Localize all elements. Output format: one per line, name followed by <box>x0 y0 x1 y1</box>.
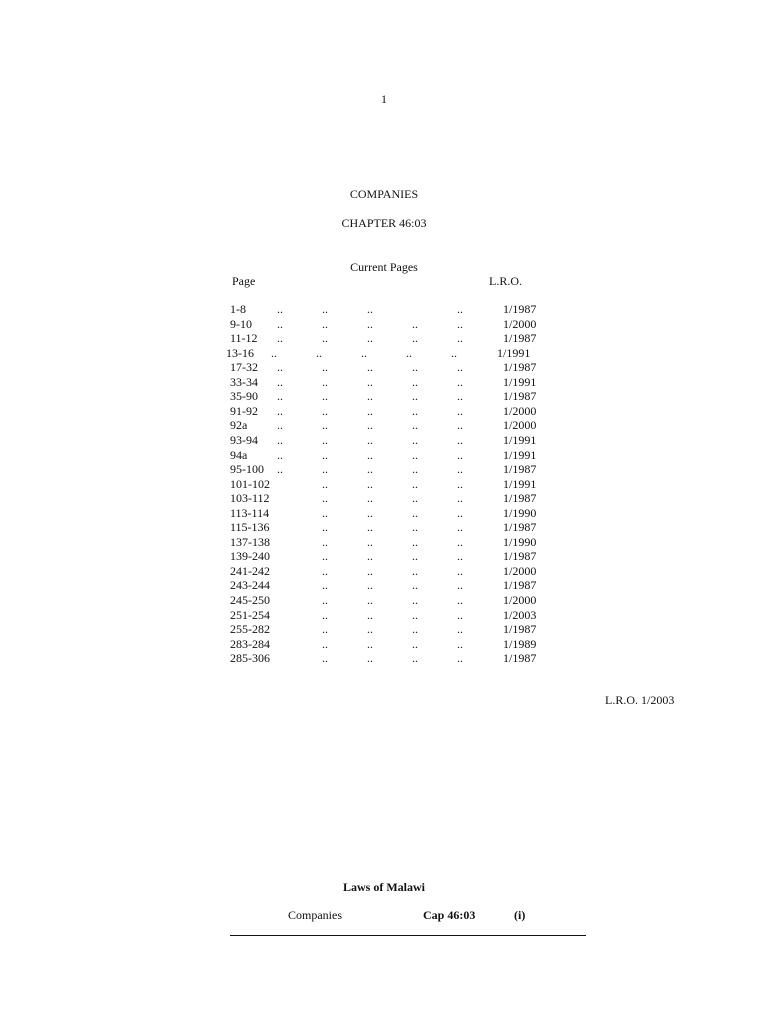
row-lro-value: 1/1987 <box>503 491 537 506</box>
row-page-range: 92a <box>230 418 248 433</box>
row-leader-dots: .. <box>457 389 463 404</box>
row-leader-dots: .. <box>367 563 373 578</box>
row-page-range: 91-92 <box>230 403 258 418</box>
row-leader-dots: .. <box>367 534 373 549</box>
row-leader-dots: .. <box>412 622 418 637</box>
row-leader-dots: .. <box>412 447 418 462</box>
row-lro-value: 1/1987 <box>503 578 537 593</box>
row-leader-dots: .. <box>322 622 328 637</box>
row-leader-dots: .. <box>367 418 373 433</box>
row-leader-dots: .. <box>322 593 328 607</box>
row-leader-dots: .. <box>367 432 373 447</box>
table-row <box>0 360 768 374</box>
row-leader-dots: .. <box>412 491 418 506</box>
row-leader-dots: .. <box>316 345 322 360</box>
row-leader-dots: .. <box>457 607 463 622</box>
row-leader-dots: .. <box>277 316 283 331</box>
row-page-range: 9-10 <box>230 316 252 331</box>
current-pages-heading: Current Pages <box>350 260 418 274</box>
row-leader-dots: .. <box>457 476 463 491</box>
row-leader-dots: .. <box>457 360 463 375</box>
row-page-range: 13-16 <box>226 345 254 360</box>
table-row <box>0 331 768 345</box>
table-row <box>0 520 768 534</box>
row-leader-dots: .. <box>367 636 373 651</box>
row-lro-value: 1/1987 <box>503 462 537 477</box>
row-leader-dots: .. <box>322 636 328 651</box>
row-leader-dots: .. <box>277 403 283 418</box>
row-page-range: 241-242 <box>230 563 270 578</box>
row-leader-dots: .. <box>457 418 463 433</box>
row-leader-dots: .. <box>457 593 463 607</box>
row-page-range: 283-284 <box>230 636 270 651</box>
row-leader-dots: .. <box>367 360 373 375</box>
table-row <box>0 549 768 563</box>
table-row <box>0 477 768 491</box>
footer-rule <box>230 935 586 936</box>
row-page-range: 113-114 <box>230 505 270 520</box>
act-name: Companies <box>288 908 342 922</box>
row-leader-dots: .. <box>322 549 328 564</box>
row-leader-dots: .. <box>277 462 283 477</box>
row-page-range: 94a <box>230 447 248 462</box>
row-leader-dots: .. <box>367 651 373 666</box>
row-leader-dots: .. <box>322 651 328 666</box>
row-lro-value: 1/2000 <box>503 403 537 418</box>
table-row <box>0 564 768 578</box>
document-title: COMPANIES <box>349 187 419 201</box>
row-leader-dots: .. <box>361 345 367 360</box>
row-lro-value: 1/2000 <box>503 563 537 578</box>
row-lro-value: 1/1991 <box>503 374 537 389</box>
row-leader-dots: .. <box>322 331 328 346</box>
row-leader-dots: .. <box>367 549 373 564</box>
table-row <box>0 622 768 636</box>
row-lro-value: 1/1991 <box>503 432 537 447</box>
row-leader-dots: .. <box>367 316 373 331</box>
table-row <box>0 375 768 389</box>
row-leader-dots: .. <box>457 432 463 447</box>
row-leader-dots: .. <box>322 462 328 477</box>
page-column-header: Page <box>232 274 256 288</box>
row-leader-dots: .. <box>367 505 373 520</box>
row-lro-value: 1/1987 <box>503 622 537 637</box>
row-page-range: 245-250 <box>230 593 270 607</box>
table-row <box>0 578 768 592</box>
row-leader-dots: .. <box>367 331 373 346</box>
table-row <box>0 651 768 665</box>
row-leader-dots: .. <box>367 389 373 404</box>
row-leader-dots: .. <box>457 491 463 506</box>
row-leader-dots: .. <box>322 505 328 520</box>
row-page-range: 103-112 <box>230 491 270 506</box>
row-leader-dots: .. <box>457 563 463 578</box>
row-leader-dots: .. <box>322 491 328 506</box>
table-row <box>0 637 768 651</box>
row-leader-dots: .. <box>271 345 277 360</box>
row-leader-dots: .. <box>457 549 463 564</box>
row-leader-dots: .. <box>412 505 418 520</box>
row-leader-dots: .. <box>367 520 373 535</box>
row-leader-dots: .. <box>457 316 463 331</box>
row-lro-value: 1/1987 <box>503 520 537 535</box>
row-leader-dots: .. <box>322 418 328 433</box>
table-row <box>0 608 768 622</box>
table-row <box>0 448 768 462</box>
row-leader-dots: .. <box>277 374 283 389</box>
row-leader-dots: .. <box>322 432 328 447</box>
row-leader-dots: .. <box>412 534 418 549</box>
table-row <box>0 433 768 447</box>
row-leader-dots: .. <box>412 563 418 578</box>
row-lro-value: 1/1991 <box>497 345 531 360</box>
row-leader-dots: .. <box>322 447 328 462</box>
row-leader-dots: .. <box>412 316 418 331</box>
row-leader-dots: .. <box>322 563 328 578</box>
row-lro-value: 1/1987 <box>503 389 537 404</box>
row-page-range: 35-90 <box>230 389 258 404</box>
row-leader-dots: .. <box>277 447 283 462</box>
row-leader-dots: .. <box>412 651 418 666</box>
page-number: 1 <box>381 92 387 106</box>
row-leader-dots: .. <box>367 622 373 637</box>
row-page-range: 1-8 <box>230 302 246 316</box>
row-leader-dots: .. <box>367 374 373 389</box>
row-leader-dots: .. <box>322 520 328 535</box>
row-leader-dots: .. <box>322 360 328 375</box>
row-leader-dots: .. <box>412 593 418 607</box>
row-lro-value: 1/1990 <box>503 505 537 520</box>
row-leader-dots: .. <box>457 534 463 549</box>
row-leader-dots: .. <box>457 636 463 651</box>
row-leader-dots: .. <box>412 331 418 346</box>
row-leader-dots: .. <box>367 578 373 593</box>
row-leader-dots: .. <box>412 636 418 651</box>
row-leader-dots: .. <box>457 505 463 520</box>
row-page-range: 17-32 <box>230 360 258 375</box>
row-leader-dots: .. <box>322 389 328 404</box>
revision-note: L.R.O. 1/2003 <box>605 693 675 707</box>
row-page-range: 243-244 <box>230 578 270 593</box>
row-page-range: 251-254 <box>230 607 270 622</box>
laws-title: Laws of Malawi <box>343 880 425 894</box>
row-page-range: 285-306 <box>230 651 270 666</box>
row-leader-dots: .. <box>457 578 463 593</box>
row-leader-dots: .. <box>367 462 373 477</box>
row-page-range: 93-94 <box>230 432 258 447</box>
row-page-range: 101-102 <box>230 476 270 491</box>
row-leader-dots: .. <box>412 520 418 535</box>
row-leader-dots: .. <box>406 345 412 360</box>
row-leader-dots: .. <box>277 302 283 316</box>
row-lro-value: 1/1987 <box>503 651 537 666</box>
row-page-range: 255-282 <box>230 622 270 637</box>
row-page-range: 33-34 <box>230 374 258 389</box>
row-lro-value: 1/1987 <box>503 549 537 564</box>
row-leader-dots: .. <box>457 651 463 666</box>
row-leader-dots: .. <box>412 360 418 375</box>
row-leader-dots: .. <box>277 389 283 404</box>
row-lro-value: 1/1991 <box>503 447 537 462</box>
row-lro-value: 1/1987 <box>503 331 537 346</box>
row-leader-dots: .. <box>322 534 328 549</box>
row-leader-dots: .. <box>451 345 457 360</box>
row-leader-dots: .. <box>322 316 328 331</box>
row-leader-dots: .. <box>412 462 418 477</box>
table-row <box>0 404 768 418</box>
row-leader-dots: .. <box>412 418 418 433</box>
row-leader-dots: .. <box>412 389 418 404</box>
row-lro-value: 1/2000 <box>503 316 537 331</box>
row-lro-value: 1/2003 <box>503 607 537 622</box>
row-leader-dots: .. <box>322 374 328 389</box>
table-row <box>0 389 768 403</box>
table-row <box>0 317 768 331</box>
row-leader-dots: .. <box>277 418 283 433</box>
row-leader-dots: .. <box>457 374 463 389</box>
row-leader-dots: .. <box>367 403 373 418</box>
chapter-heading: CHAPTER 46:03 <box>341 216 427 230</box>
row-leader-dots: .. <box>322 607 328 622</box>
row-leader-dots: .. <box>412 549 418 564</box>
row-lro-value: 1/1987 <box>503 360 537 375</box>
row-leader-dots: .. <box>367 593 373 607</box>
row-leader-dots: .. <box>367 447 373 462</box>
table-row <box>0 302 768 316</box>
row-leader-dots: .. <box>367 491 373 506</box>
row-page-range: 115-136 <box>230 520 270 535</box>
table-row <box>0 491 768 505</box>
row-leader-dots: .. <box>277 432 283 447</box>
row-leader-dots: .. <box>457 447 463 462</box>
row-page-range: 95-100 <box>230 462 264 477</box>
row-leader-dots: .. <box>412 476 418 491</box>
row-leader-dots: .. <box>277 360 283 375</box>
row-page-range: 139-240 <box>230 549 270 564</box>
row-leader-dots: .. <box>457 331 463 346</box>
row-leader-dots: .. <box>367 607 373 622</box>
row-leader-dots: .. <box>457 462 463 477</box>
table-row <box>0 418 768 432</box>
row-lro-value: 1/1989 <box>503 636 537 651</box>
table-row <box>0 506 768 520</box>
row-leader-dots: .. <box>277 331 283 346</box>
row-leader-dots: .. <box>412 403 418 418</box>
row-page-range: 11-12 <box>230 331 258 346</box>
page-roman-numeral: (i) <box>514 908 526 922</box>
row-lro-value: 1/2000 <box>503 593 537 607</box>
row-leader-dots: .. <box>322 578 328 593</box>
row-leader-dots: .. <box>412 607 418 622</box>
row-page-range: 137-138 <box>230 534 270 549</box>
row-leader-dots: .. <box>322 476 328 491</box>
row-leader-dots: .. <box>322 403 328 418</box>
row-leader-dots: .. <box>457 403 463 418</box>
row-leader-dots: .. <box>457 622 463 637</box>
row-lro-value: 1/2000 <box>503 418 537 433</box>
table-row <box>0 593 768 607</box>
row-leader-dots: .. <box>367 302 373 316</box>
row-lro-value: 1/1990 <box>503 534 537 549</box>
row-leader-dots: .. <box>412 578 418 593</box>
row-lro-value: 1/1987 <box>503 302 537 316</box>
row-leader-dots: .. <box>367 476 373 491</box>
table-row <box>0 462 768 476</box>
row-leader-dots: .. <box>412 432 418 447</box>
row-leader-dots: .. <box>412 374 418 389</box>
cap-number: Cap 46:03 <box>423 908 476 922</box>
table-row <box>0 346 768 360</box>
row-lro-value: 1/1991 <box>503 476 537 491</box>
row-leader-dots: .. <box>457 302 463 316</box>
row-leader-dots: .. <box>322 302 328 316</box>
table-row <box>0 535 768 549</box>
lro-column-header: L.R.O. <box>489 274 522 288</box>
row-leader-dots: .. <box>457 520 463 535</box>
